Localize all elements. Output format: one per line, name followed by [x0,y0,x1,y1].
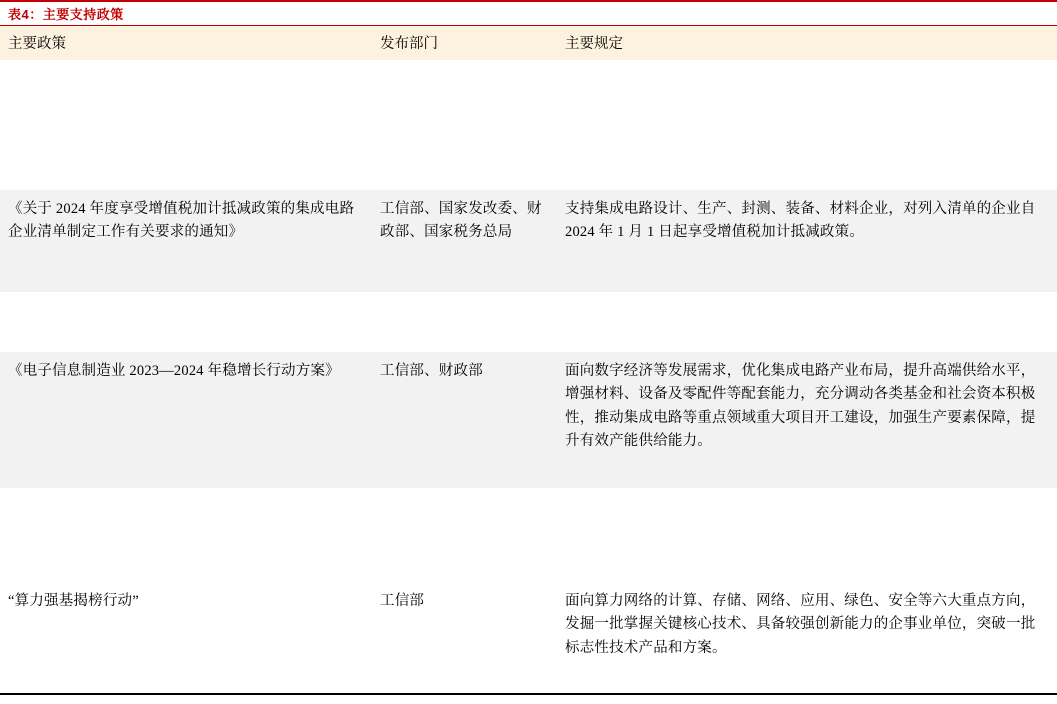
table-body [0,60,1057,704]
table-head [0,26,1057,60]
spacer-row-top [0,60,1057,190]
column-header-provision: 主要规定 [557,26,1057,60]
cell-department: 工信部 [372,582,557,704]
column-header-department: 发布部门 [372,26,557,60]
policy-table [0,26,1057,704]
cell-policy: “算力强基揭榜行动” [0,582,372,704]
cell-provision: 面向算力网络的计算、存储、网络、应用、绿色、安全等六大重点方向，发掘一批掌握关键核心技术、具备较强创新能力的企事业单位，突破一批标志性技术产品和方案。 [557,582,1057,704]
table-row [0,352,1057,488]
cell-policy: 《关于 2024 年度享受增值税加计抵减政策的集成电路企业清单制定工作有关要求的通知》 [0,190,372,292]
spacer-row-mid-1 [0,292,1057,352]
table-row [0,582,1057,704]
page-title: 表4：主要支持政策 [8,7,124,22]
column-header-policy: 主要政策 [0,26,372,60]
cell-policy: 《电子信息制造业 2023—2024 年稳增长行动方案》 [0,352,372,488]
cell-provision: 支持集成电路设计、生产、封测、装备、材料企业，对列入清单的企业自 2024 年 1 月 1 日起享受增值税加计抵减政策。 [557,190,1057,292]
spacer-row-mid-2 [0,488,1057,582]
cell-department: 工信部、国家发改委、财政部、国家税务总局 [372,190,557,292]
table-header-row [0,26,1057,60]
table-title-bar [0,0,1057,26]
cell-provision: 面向数字经济等发展需求，优化集成电路产业布局，提升高端供给水平，增强材料、设备及零配件等配套能力，充分调动各类基金和社会资本积极性，推动集成电路等重点领域重大项目开工建设，加强生产要素保障，提升有效产能供给能力。 [557,352,1057,488]
table-row [0,190,1057,292]
cell-department: 工信部、财政部 [372,352,557,488]
